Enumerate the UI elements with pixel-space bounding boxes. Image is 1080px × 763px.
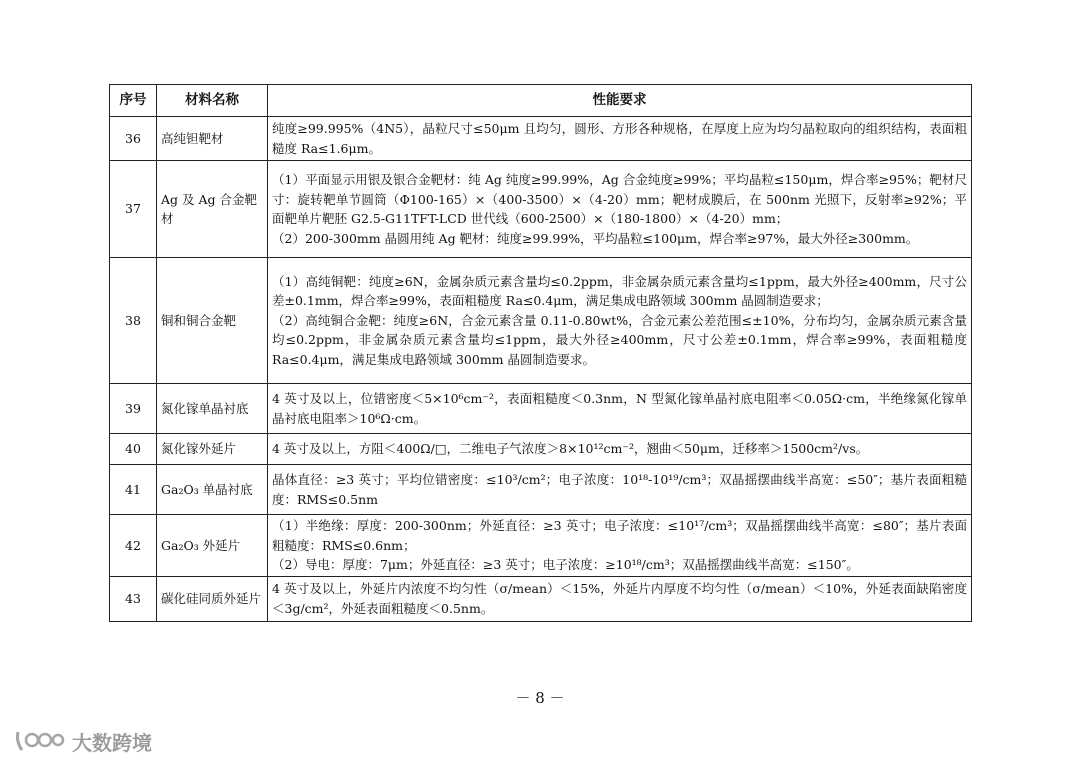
performance-requirement [268,576,972,621]
performance-requirement [268,515,972,577]
material-name: 碳化硅同质外延片 [157,576,268,621]
row-index: 38 [110,258,157,384]
header-name: 材料名称 [157,85,268,117]
row-index: 43 [110,576,157,621]
watermark [14,726,152,756]
requirement-paragraph: （2）高纯铜合金靶：纯度≥6N，合金元素含量 0.11-0.80wt%，合金元素公差范围≤±10%，分布均匀，金属杂质元素含量均≤0.2ppm，非金属杂质元素含量均≤1ppm，最大外径≥400mm，尺寸公差±0.1mm，焊合率≥99%，表面粗糙度 Ra≤0.4μm，满足集成电路领域 300mm 晶圆制造要求。 [272,312,967,367]
row-index: 42 [110,515,157,577]
requirement-paragraph: （2）导电：厚度：7μm；外延直径：≥3 英寸；电子浓度：≥10¹⁸/cm³；双晶摇摆曲线半高宽：≤150″。 [272,557,859,572]
requirement-paragraph: （1）半绝缘：厚度：200-300nm；外延直径：≥3 英寸；电子浓度：≤10¹⁷/cm³；双晶摇摆曲线半高宽：≤80″；基片表面粗糙度：RMS≤0.6nm； [272,518,967,553]
performance-requirement [268,434,972,465]
table-row [110,384,972,434]
requirement-paragraph: 4 英寸及以上，位错密度＜5×10⁶cm⁻²，表面粗糙度＜0.3nm，N 型氮化镓单晶衬底电阻率＜0.05Ω·cm，半绝缘氮化镓单晶衬底电阻率＞10⁶Ω·cm。 [272,391,967,426]
requirements-table [109,84,972,622]
row-index: 39 [110,384,157,434]
requirement-paragraph: 4 英寸及以上，方阻＜400Ω/□，二维电子气浓度＞8×10¹²cm⁻²，翘曲＜50μm，迁移率＞1500cm²/vs。 [272,441,869,457]
watermark-text: 大数跨境 [72,730,152,755]
requirement-paragraph: （1）平面显示用银及银合金靶材：纯 Ag 纯度≥99.99%，Ag 合金纯度≥99%；平均晶粒≤150μm，焊合率≥95%；靶材尺寸：旋转靶单节圆筒（Φ100-165）×（400-3500）×（4-20）mm；靶材成膜后，在 500nm 光照下，反射率≥92%；平面靶单片靶胚 G2.5-G11TFT-LCD 世代线（600-2500）×（180-1800）×（4-20）mm； [272,172,967,226]
table-row [110,161,972,258]
performance-requirement [268,161,972,258]
table-row [110,515,972,577]
row-index: 37 [110,161,157,258]
material-name: Ga₂O₃ 单晶衬底 [157,465,268,515]
table-body [110,117,972,622]
performance-requirement [268,258,972,384]
material-name: 铜和铜合金靶 [157,258,268,384]
requirement-paragraph: 纯度≥99.995%（4N5），晶粒尺寸≤50μm 且均匀，圆形、方形各种规格，在厚度上应为均匀晶粒取向的组织结构，表面粗糙度 Ra≤1.6μm。 [272,121,967,156]
requirement-paragraph: （1）高纯铜靶：纯度≥6N，金属杂质元素含量均≤0.2ppm，非金属杂质元素含量均≤1ppm，最大外径≥400mm，尺寸公差±0.1mm，焊合率≥99%，表面粗糙度 Ra≤0.4μm，满足集成电路领域 300mm 晶圆制造要求； [272,273,967,309]
row-index: 41 [110,465,157,515]
material-name: 氮化镓单晶衬底 [157,384,268,434]
table-row [110,465,972,515]
brand-logo-icon [14,728,66,754]
requirement-paragraph: 4 英寸及以上，外延片内浓度不均匀性（σ/mean）＜15%，外延片内厚度不均匀性（σ/mean）＜10%，外延表面缺陷密度＜3g/cm²，外延表面粗糙度＜0.5nm。 [272,581,967,616]
table-row [110,258,972,384]
performance-requirement [268,465,972,515]
material-name: Ga₂O₃ 外延片 [157,515,268,577]
material-name: Ag 及 Ag 合金靶材 [157,161,268,258]
material-name: 高纯钽靶材 [157,117,268,161]
page-number: － 8 － [515,689,565,707]
performance-requirement [268,117,972,161]
table-header-row [110,85,972,117]
header-requirement: 性能要求 [268,85,972,117]
requirement-paragraph: （2）200-300mm 晶圆用纯 Ag 靶材：纯度≥99.99%，平均晶粒≤100μm，焊合率≥97%，最大外径≥300mm。 [272,230,919,246]
header-index: 序号 [110,85,157,117]
table-row [110,117,972,161]
row-index: 36 [110,117,157,161]
table-row [110,576,972,621]
material-name: 氮化镓外延片 [157,434,268,465]
requirement-paragraph: 晶体直径：≥3 英寸；平均位错密度：≤10³/cm²；电子浓度：10¹⁸-10¹⁹/cm³；双晶摇摆曲线半高宽：≤50″；基片表面粗糙度：RMS≤0.5nm [272,472,967,507]
table-row [110,434,972,465]
row-index: 40 [110,434,157,465]
performance-requirement [268,384,972,434]
